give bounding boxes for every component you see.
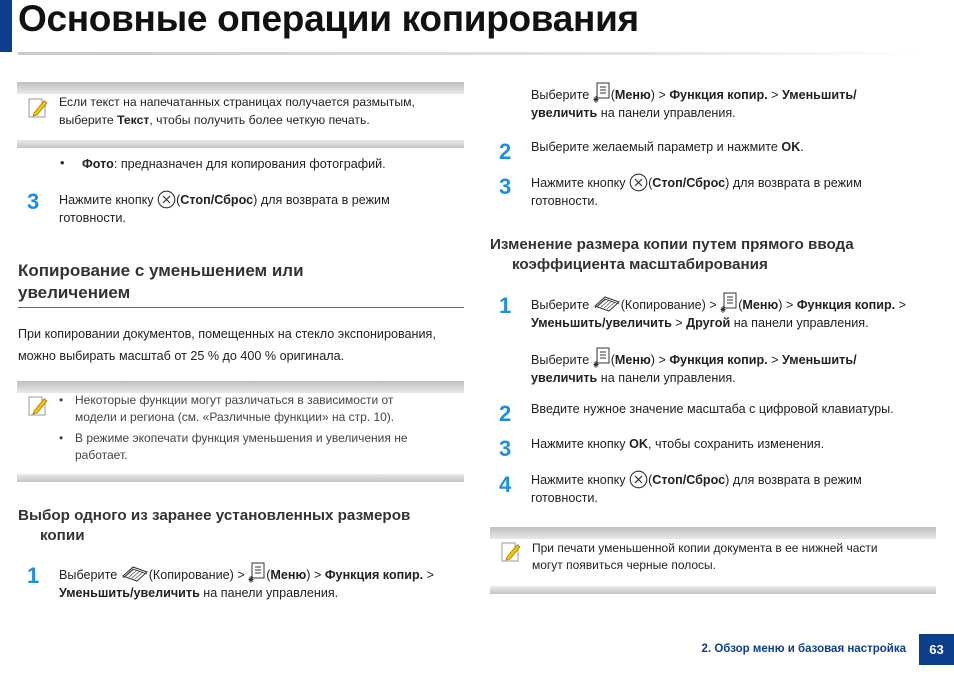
step-number: 4 <box>499 472 512 497</box>
note-text: могут появиться черные полосы. <box>532 558 716 572</box>
note-text: , чтобы получить более четкую печать. <box>149 113 370 127</box>
menu-icon <box>248 562 266 584</box>
step-1-continued: Выберите (Меню) > Функция копир. > Уменьшить/ увеличить на панели управления. <box>531 82 857 122</box>
subsection-heading-preset: Выбор одного из заранее установленных размеров копии <box>18 507 411 544</box>
step-number: 3 <box>499 436 512 461</box>
step-number: 2 <box>499 401 512 426</box>
note-pencil-icon <box>26 394 48 418</box>
stop-reset-icon <box>629 173 648 192</box>
copy-icon <box>593 294 621 314</box>
stop-reset-icon <box>629 470 648 489</box>
step-1-text: Выберите (Копирование) > (Меню) > Функция копир. > Уменьшить/увеличить > Другой на панели управления. <box>531 292 906 332</box>
step-number: 1 <box>27 563 40 588</box>
title-accent-bar <box>0 0 12 52</box>
step-2-text: Выберите желаемый параметр и нажмите OK. <box>531 140 804 154</box>
step-number: 1 <box>499 293 512 318</box>
note-text: Если текст на напечатанных страницах получается размытым, <box>59 95 415 109</box>
note-bullet-1: модели и региона (см. «Различные функции» на стр. 10). <box>75 410 395 424</box>
bullet-dot: • <box>60 156 65 170</box>
title-rule <box>18 52 918 55</box>
step-2-text: Введите нужное значение масштаба с цифровой клавиатуры. <box>531 402 894 416</box>
menu-icon <box>720 292 738 314</box>
menu-icon <box>593 82 611 104</box>
note-text-bold: Текст <box>117 113 150 127</box>
subsection-heading-direct: Изменение размера копии путем прямого ввода коэффициента масштабирования <box>490 236 854 273</box>
note-text: При печати уменьшенной копии документа в ее нижней части <box>532 541 878 555</box>
step-1-text: Выберите (Копирование) > (Меню) > Функция копир. > Уменьшить/увеличить на панели управления. <box>59 562 434 602</box>
section-rule <box>18 307 464 308</box>
note-box-blur <box>17 82 464 148</box>
note-pencil-icon <box>26 96 48 120</box>
note-box-stripes <box>490 527 936 594</box>
copy-icon <box>121 564 149 584</box>
step-1-alt-text: Выберите (Меню) > Функция копир. > Уменьшить/ увеличить на панели управления. <box>531 347 857 387</box>
page-number: 63 <box>919 634 954 665</box>
note-pencil-icon <box>499 540 521 564</box>
step-3-text: Нажмите кнопку (Стоп/Сброс) для возврата в режим готовности. <box>531 173 862 210</box>
note-text: выберите <box>59 113 118 127</box>
section-heading: Копирование с уменьшением или увеличением <box>18 261 304 302</box>
step-4-text: Нажмите кнопку (Стоп/Сброс) для возврата в режим готовности. <box>531 470 862 507</box>
page-title: Основные операции копирования <box>18 0 639 39</box>
note-bullet-2: В режиме экопечати функция уменьшения и увеличения не <box>75 431 408 445</box>
section-intro: При копировании документов, помещенных на стекло экспонирования, можно выбирать масштаб от 25 % до 400 % оригинала. <box>18 327 436 363</box>
menu-icon <box>593 347 611 369</box>
step-3-text: Нажмите кнопку (Стоп/Сброс) для возврата в режим готовности. <box>59 190 390 227</box>
note-bullet-1: Некоторые функции могут различаться в зависимости от <box>75 393 394 407</box>
step-number: 3 <box>27 189 40 214</box>
step-3-text: Нажмите кнопку OK, чтобы сохранить изменения. <box>531 437 825 451</box>
step-number: 3 <box>499 174 512 199</box>
note-box-features: • Некоторые функции могут различаться в зависимости от модели и региона (см. «Различные функции» на стр. 10). • В режиме экопечати функция уменьшения и увеличения не работает. <box>17 381 464 482</box>
footer-chapter: 2. Обзор меню и базовая настройка <box>701 643 906 655</box>
step-number: 2 <box>499 139 512 164</box>
note-bullet-2: работает. <box>75 448 128 462</box>
stop-reset-icon <box>157 190 176 209</box>
bullet-photo: Фото: предназначен для копирования фотографий. <box>82 157 386 171</box>
